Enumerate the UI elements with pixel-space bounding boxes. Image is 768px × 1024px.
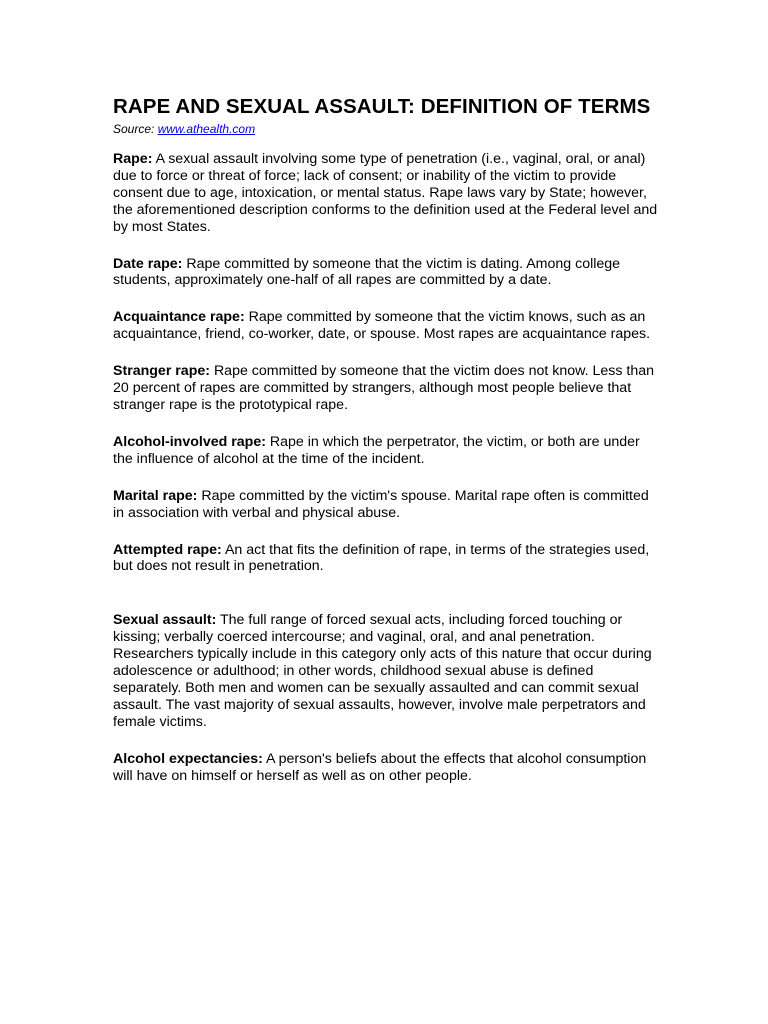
term-label: Date rape: <box>113 255 183 272</box>
source-link[interactable]: www.athealth.com <box>157 122 256 136</box>
definition-alcohol-involved-rape <box>113 434 663 468</box>
definition-date-rape <box>113 256 663 290</box>
definition-text: An act that fits the definition of rape, in terms of the strategies used, but does not result in penetration. <box>113 541 650 575</box>
definition-text: Rape committed by someone that the victim does not know. Less than 20 percent of rapes are committed by strangers, although most people believe that stranger rape is the prototypical rape. <box>113 363 654 413</box>
term-label: Alcohol expectancies: <box>113 750 263 767</box>
definition-text: Rape committed by the victim's spouse. Marital rape often is committed in association with verbal and physical abuse. <box>113 487 649 521</box>
definition-text: Rape committed by someone that the victim knows, such as an acquaintance, friend, co-worker, date, or spouse. Most rapes are acquaintance rapes. <box>113 309 651 343</box>
definition-rape <box>113 151 663 236</box>
term-label: Sexual assault: <box>113 612 217 629</box>
definition-acquaintance-rape <box>113 309 663 343</box>
definition-text: A person's beliefs about the effects that alcohol consumption will have on himself or herself as well as on other people. <box>113 750 647 784</box>
source-line <box>113 121 663 137</box>
definition-text: Rape in which the perpetrator, the victim, or both are under the influence of alcohol at the time of the incident. <box>113 433 640 467</box>
source-label: Source: <box>113 122 155 136</box>
definition-marital-rape <box>113 488 663 522</box>
term-label: Marital rape: <box>113 487 198 504</box>
definition-text: Rape committed by someone that the victim is dating. Among college students, approximately one-half of all rapes are committed by a date. <box>113 255 621 289</box>
definition-alcohol-expectancies <box>113 751 663 785</box>
document-page <box>113 94 663 784</box>
term-label: Stranger rape: <box>113 363 210 380</box>
term-label: Rape: <box>113 151 153 167</box>
definition-sexual-assault <box>113 612 663 730</box>
term-label: Alcohol-involved rape: <box>113 433 266 450</box>
definition-attempted-rape <box>113 542 663 576</box>
definition-stranger-rape <box>113 363 663 414</box>
document-title: RAPE AND SEXUAL ASSAULT: DEFINITION OF TERMS <box>113 95 651 118</box>
definition-text: The full range of forced sexual acts, including forced touching or kissing; verbally coerced intercourse; and vaginal, oral, and anal penetration. Researchers typically include in this category only acts of this nature that occur during adolescence or adulthood; in other words, childhood sexual abuse is defined separately. Both men and women can be sexually assaulted and can commit sexual assault. The vast majority of sexual assaults, however, involve male perpetrators and female victims. <box>113 612 652 730</box>
term-label: Attempted rape: <box>113 541 222 558</box>
term-label: Acquaintance rape: <box>113 309 245 326</box>
definition-text: A sexual assault involving some type of penetration (i.e., vaginal, oral, or anal) due to force or threat of force; lack of consent; or inability of the victim to provide consent due to age, intoxication, or mental status. Rape laws vary by State; however, the aforementioned description conforms to the definition used at the Federal level and by most States. <box>113 151 658 235</box>
